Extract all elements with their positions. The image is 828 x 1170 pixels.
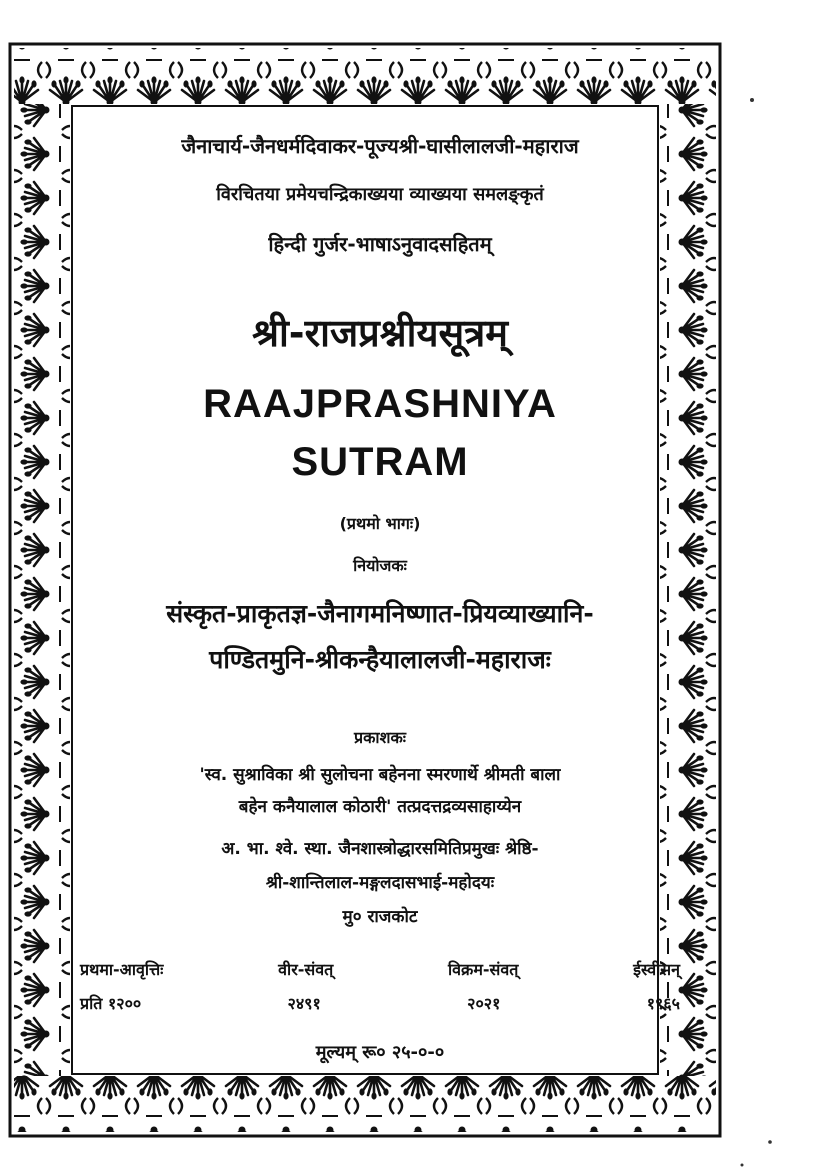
niyojak-label: नियोजकः xyxy=(353,556,407,575)
header-line-1: जैनाचार्य-जैनधर्मदिवाकर-पूज्यश्री-घासीलालजी-महाराज xyxy=(181,134,579,158)
page-content xyxy=(80,120,680,1080)
edition-header: विक्रम-संवत् xyxy=(448,960,519,979)
prakashak-line-1: 'स्व. सुश्राविका श्री सुलोचना बहेनना स्मरणार्थे श्रीमती बाला xyxy=(199,765,561,785)
prakashak-label: प्रकाशकः xyxy=(354,728,406,747)
edition-value: २०२१ xyxy=(467,994,501,1013)
prakashak-line-5: मु० राजकोट xyxy=(342,907,418,927)
prakashak-line-4: श्री-शान्तिलाल-मङ्गलदासभाई-महोदयः xyxy=(265,873,495,893)
edition-value: १९६५ xyxy=(646,994,680,1013)
edition-header: प्रथमा-आवृत्तिः xyxy=(80,960,164,979)
edition-values xyxy=(80,992,680,1014)
niyojak-line-1: संस्कृत-प्राकृतज्ञ-जैनागमनिष्णात-प्रियव्याख्यानि- xyxy=(166,599,594,628)
edition-headers xyxy=(80,958,680,980)
title-hindi: श्री-राजप्रश्नीयसूत्रम् xyxy=(252,311,508,355)
title-english-1: RAAJPRASHNIYA xyxy=(203,382,557,426)
edition-header: वीर-संवत् xyxy=(278,960,334,979)
edition-value: प्रति १२०० xyxy=(80,994,142,1013)
header-line-3: हिन्दी गुर्जर-भाषाऽनुवादसहितम् xyxy=(268,232,492,256)
edition-value: २४९१ xyxy=(287,994,321,1013)
price-line: मूल्यम् रू० २५-०-० xyxy=(315,1042,445,1063)
prakashak-line-2: बहेन कनैयालाल कोठारी' तत्प्रदत्तद्रव्यसाहाय्येन xyxy=(238,797,522,817)
header-line-2: विरचितया प्रमेयचन्द्रिकाख्यया व्याख्यया समलङ्कृतं xyxy=(216,184,544,205)
part-label: (प्रथमो भागः) xyxy=(339,514,421,533)
niyojak-line-2: पण्डितमुनि-श्रीकन्हैयालालजी-महाराजः xyxy=(209,645,551,674)
edition-header: ईस्वीसन् xyxy=(633,960,680,979)
prakashak-line-3: अ. भा. श्वे. स्था. जैनशास्त्रोद्धारसमितिप्रमुखः श्रेष्ठि- xyxy=(221,839,539,859)
title-english-2: SUTRAM xyxy=(291,440,469,484)
